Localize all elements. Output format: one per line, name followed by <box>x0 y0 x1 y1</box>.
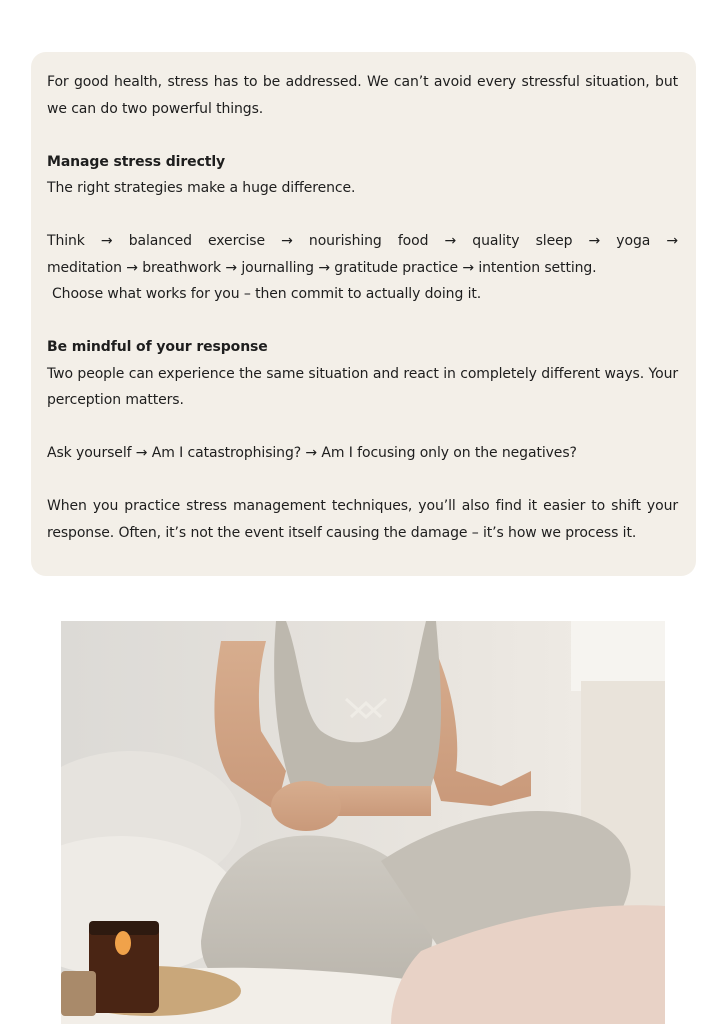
meditation-photo <box>61 621 665 1024</box>
strategies-list <box>47 228 678 308</box>
manage-stress-subtext: The right strategies make a huge difference. <box>47 180 356 196</box>
strategies-line-2: meditation → breathwork → journalling → gratitude practice → intention setting. <box>47 259 597 276</box>
commit-line: Choose what works for you – then commit to actually doing it. <box>52 286 482 302</box>
closing-paragraph: When you practice stress management techniques, you’ll also find it easier to shift your response. Often, it’s not the event itself causing the damage – it’s how we process it. <box>47 498 678 541</box>
ask-yourself-line: Ask yourself → Am I catastrophising? → Am I focusing only on the negatives? <box>47 445 577 461</box>
intro-paragraph: For good health, stress has to be addressed. We can’t avoid every stressful situation, but we can do two powerful things. <box>47 74 678 117</box>
perception-paragraph: Two people can experience the same situation and react in completely different ways. Your perception matters. <box>47 365 678 408</box>
heading-mindful-response: Be mindful of your response <box>47 339 268 355</box>
heading-manage-stress: Manage stress directly <box>47 153 226 170</box>
strategies-line-1: Think → balanced exercise → nourishing food → quality sleep → yoga → <box>47 233 678 249</box>
content-card <box>31 52 696 576</box>
